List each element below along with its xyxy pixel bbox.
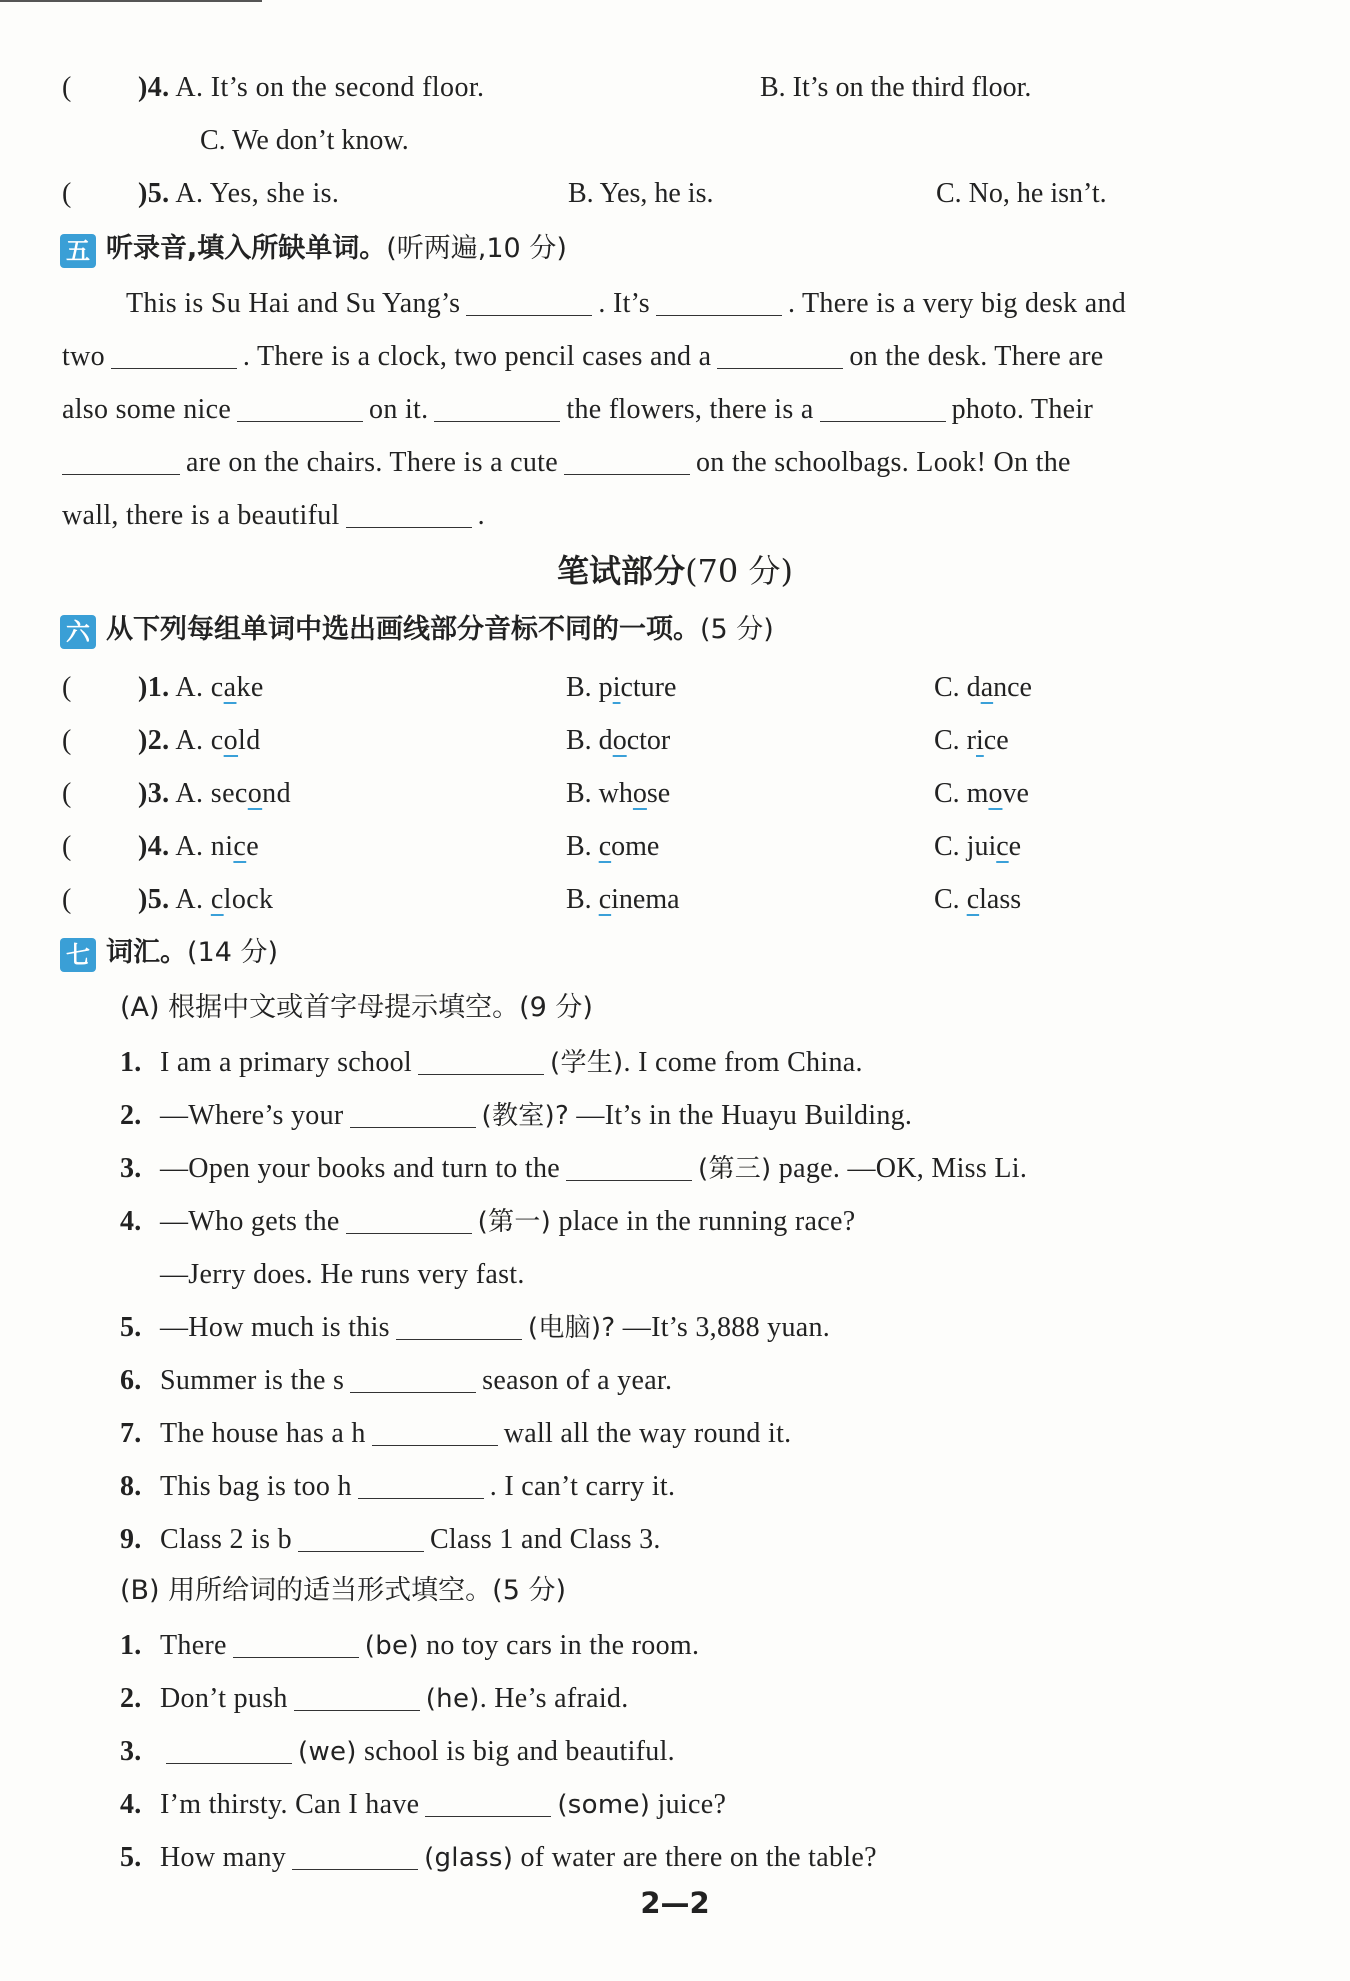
answer-blank[interactable] <box>425 1790 551 1817</box>
answer-blank[interactable] <box>237 395 363 422</box>
phonics-item-1-option-c: C. dance <box>934 672 1032 703</box>
answer-bracket[interactable]: ( <box>62 831 72 862</box>
vocab-item: 2. —Where’s your (教室)? —It’s in the Huayu Building. <box>120 1100 913 1131</box>
phonics-item-3-option-b: B. whose <box>566 778 671 809</box>
phonics-item-1: ( )1. A. cake <box>62 672 264 703</box>
vocab-item: 1. There (be) no toy cars in the room. <box>120 1630 700 1661</box>
vocab-item: 1. I am a primary school (学生). I come from China. <box>120 1047 863 1078</box>
answer-blank[interactable] <box>566 1154 692 1181</box>
answer-bracket[interactable]: ( <box>62 672 72 703</box>
answer-blank[interactable] <box>434 395 560 422</box>
answer-blank[interactable] <box>346 1207 472 1234</box>
answer-blank[interactable] <box>418 1048 544 1075</box>
vocab-item: 5. —How much is this (电脑)? —It’s 3,888 yuan. <box>120 1312 831 1343</box>
answer-blank[interactable] <box>111 342 237 369</box>
listening-q4: ( )4. A. It’s on the second floor. <box>62 72 485 103</box>
phonics-item-4: ( )4. A. nice <box>62 831 260 862</box>
vocab-item: 3. —Open your books and turn to the (第三) page. —OK, Miss Li. <box>120 1153 1028 1184</box>
vocab-item: 8. This bag is too h . I can’t carry it. <box>120 1471 676 1502</box>
phonics-item-3: ( )3. A. second <box>62 778 291 809</box>
top-rule <box>0 0 262 2</box>
answer-blank[interactable] <box>820 395 946 422</box>
section5-line-4: are on the chairs. There is a cute on the schoolbags. Look! On the <box>62 446 1071 480</box>
section5-line-2: two . There is a clock, two pencil cases and a on the desk. There are <box>62 341 1104 372</box>
vocab-item: 5. How many (glass) of water are there on the table? <box>120 1842 877 1873</box>
phonics-item-2-option-b: B. doctor <box>566 725 671 756</box>
answer-blank[interactable] <box>298 1525 424 1552</box>
answer-blank[interactable] <box>350 1366 476 1393</box>
vocab-item: —Jerry does. He runs very fast. <box>160 1259 525 1290</box>
answer-blank[interactable] <box>166 1737 292 1764</box>
listening-q4-b: B. It’s on the third floor. <box>760 72 1032 103</box>
vocab-item: 6. Summer is the s season of a year. <box>120 1365 673 1396</box>
section6-badge: 六 <box>60 615 96 649</box>
answer-blank[interactable] <box>233 1631 359 1658</box>
answer-blank[interactable] <box>564 448 690 475</box>
page-number: 2—2 <box>640 1886 710 1920</box>
listening-q4-c: C. We don’t know. <box>200 125 409 156</box>
vocab-item: 4. I’m thirsty. Can I have (some) juice? <box>120 1789 727 1820</box>
phonics-item-5-option-c: C. class <box>934 884 1022 915</box>
answer-bracket[interactable]: ( <box>62 725 72 756</box>
vocab-item: 3. (we) school is big and beautiful. <box>120 1736 675 1767</box>
phonics-item-3-option-c: C. move <box>934 778 1029 809</box>
section7-partB-title: (B) 用所给词的适当形式填空。(5 分) <box>120 1575 567 1606</box>
vocab-item: 9. Class 2 is b Class 1 and Class 3. <box>120 1524 661 1555</box>
answer-blank[interactable] <box>350 1101 476 1128</box>
section5-line-5: wall, there is a beautiful . <box>62 500 485 531</box>
answer-bracket[interactable]: ( <box>62 778 72 809</box>
section5-badge: 五 <box>60 234 96 268</box>
answer-blank[interactable] <box>656 289 782 316</box>
phonics-item-2-option-c: C. rice <box>934 725 1009 756</box>
listening-q5: ( )5. A. Yes, she is. <box>62 178 340 209</box>
section7-partA-title: (A) 根据中文或首字母提示填空。(9 分) <box>120 992 593 1023</box>
listening-q5-c: C. No, he isn’t. <box>936 178 1107 209</box>
vocab-item: 4. —Who gets the (第一) place in the running race? <box>120 1206 856 1237</box>
section5-heading: 五 听录音,填入所缺单词。(听两遍,10 分) <box>60 231 567 268</box>
answer-blank[interactable] <box>372 1419 498 1446</box>
vocab-item: 7. The house has a h wall all the way round it. <box>120 1418 792 1449</box>
phonics-item-4-option-c: C. juice <box>934 831 1022 862</box>
phonics-item-5: ( )5. A. clock <box>62 884 274 915</box>
section5-line-3: also some nice on it. the flowers, there is a photo. Their <box>62 394 1094 425</box>
phonics-item-2: ( )2. A. cold <box>62 725 261 756</box>
written-part-title: 笔试部分(70 分) <box>557 552 793 590</box>
answer-blank[interactable] <box>466 289 592 316</box>
answer-bracket[interactable]: ( <box>62 884 72 915</box>
section7-badge: 七 <box>60 938 96 972</box>
answer-blank[interactable] <box>62 448 180 475</box>
vocab-item: 2. Don’t push (he). He’s afraid. <box>120 1683 629 1714</box>
answer-blank[interactable] <box>717 342 843 369</box>
answer-blank[interactable] <box>358 1472 484 1499</box>
phonics-item-5-option-b: B. cinema <box>566 884 680 915</box>
section7-heading: 七 词汇。(14 分) <box>60 935 278 972</box>
listening-q5-b: B. Yes, he is. <box>568 178 714 209</box>
section5-line-1: This is Su Hai and Su Yang’s . It’s . There is a very big desk and <box>126 288 1127 319</box>
answer-blank[interactable] <box>292 1843 418 1870</box>
phonics-item-1-option-b: B. picture <box>566 672 677 703</box>
phonics-item-4-option-b: B. come <box>566 831 660 862</box>
answer-blank[interactable] <box>346 501 472 528</box>
answer-blank[interactable] <box>396 1313 522 1340</box>
section6-heading: 六 从下列每组单词中选出画线部分音标不同的一项。(5 分) <box>60 612 774 649</box>
answer-blank[interactable] <box>294 1684 420 1711</box>
